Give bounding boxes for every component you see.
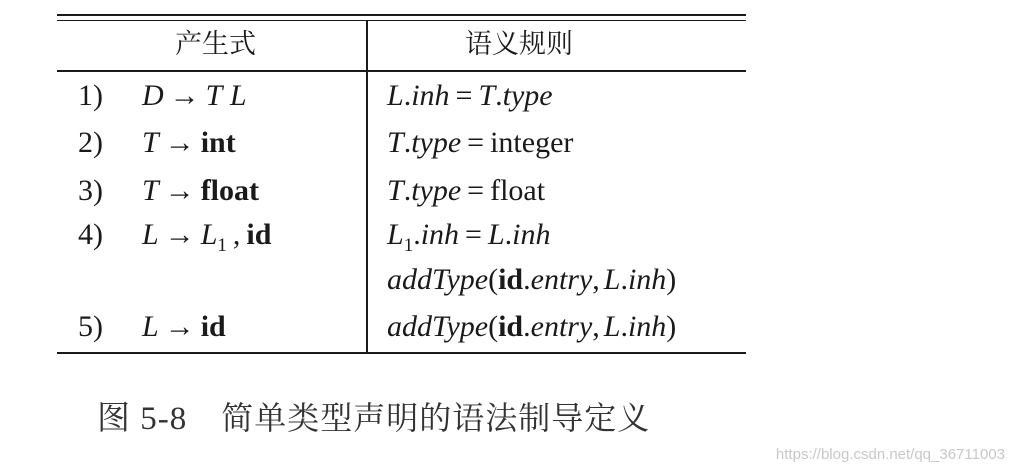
production-cell: T → float [142, 174, 260, 207]
row-number: 3) [78, 174, 103, 207]
semantic-rule-cell: $L_1.inh = L.inh$ [387, 218, 551, 256]
row-number: 1) [78, 79, 103, 112]
row-number: 2) [78, 126, 103, 159]
watermark-url: https://blog.csdn.net/qq_36711003 [775, 446, 1005, 463]
production-cell: T → int [142, 126, 236, 159]
figure-caption [97, 398, 650, 439]
semantic-rule-column-header: 语义规则 [465, 29, 573, 60]
row-number: 5) [78, 310, 103, 343]
table-column-divider [366, 20, 368, 354]
semantic-rule-cell: addType(id.entry, L.inh) [387, 310, 677, 343]
table-header-rule [57, 70, 746, 72]
production-cell: $L \to L_1$ , id [142, 218, 272, 256]
figure-title: 简单类型声明的语法制导定义 [221, 399, 651, 437]
figure-number: 图 5-8 [97, 401, 188, 437]
table-top-rule [57, 14, 746, 16]
table-bottom-rule [57, 352, 746, 354]
semantic-rule-cell: L.inh = T.type [387, 79, 553, 112]
table-top-rule-inner [57, 20, 746, 21]
production-cell: L → id [142, 310, 226, 343]
semantic-rule-cell-continued: addType(id.entry, L.inh) [387, 263, 677, 296]
row-number: 4) [78, 218, 103, 251]
semantic-rule-cell: T.type = float [387, 174, 546, 207]
production-column-header: 产生式 [175, 29, 256, 60]
production-cell: D → T L [142, 79, 247, 112]
semantic-rule-cell: T.type = integer [387, 126, 574, 159]
